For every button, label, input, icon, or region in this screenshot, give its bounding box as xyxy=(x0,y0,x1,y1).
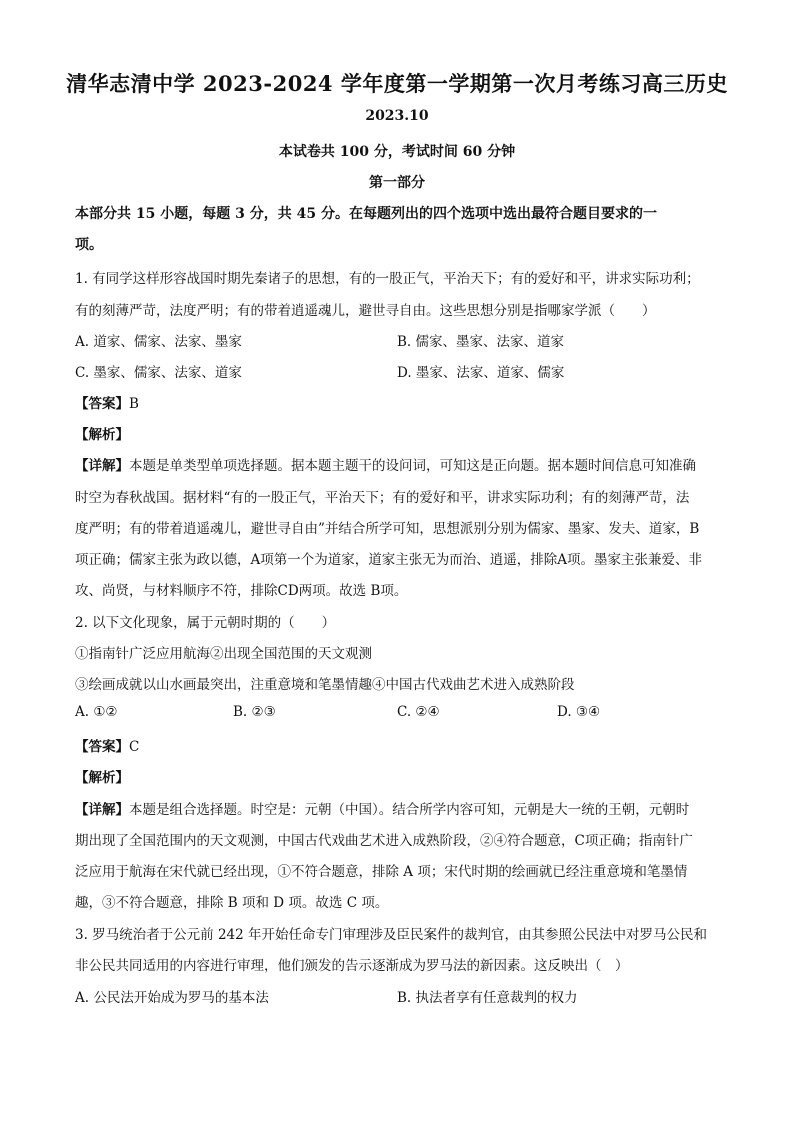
q3-stem-line-1: 3. 罗马统治者于公元前 242 年开始任命专门审理涉及臣民案件的裁判官，由其参照公民法中对罗马公民和 xyxy=(75,927,708,943)
q1-option-c: C. 墨家、儒家、法家、道家 xyxy=(75,365,242,381)
q1-detail-line-1 xyxy=(75,454,725,474)
instruction-line-2: 项。 xyxy=(75,237,103,253)
q2-option-d: D. ③④ xyxy=(557,704,601,720)
q1-detail-line-2: 时空为春秋战国。据材料“有的一股正气，平治天下；有的爱好和平，讲求实际功利；有的刻薄严苛，法 xyxy=(75,490,690,506)
page-title: 清华志清中学 2023-2024 学年度第一学期第一次月考练习高三历史 xyxy=(66,71,728,96)
instruction-line-1: 本部分共 15 小题，每题 3 分，共 45 分。在每题列出的四个选项中选出最符合题目要求的一 xyxy=(75,206,657,222)
answer-tag: 【答案】 xyxy=(75,739,129,755)
exam-info: 本试卷共 100 分，考试时间 60 分钟 xyxy=(278,144,516,160)
answer-value: B xyxy=(129,396,139,412)
q1-answer xyxy=(75,392,725,412)
q2-analysis-tag: 【解析】 xyxy=(75,770,129,786)
detail-tag: 【详解】 xyxy=(75,458,129,474)
q2-items-line-1: ①指南针广泛应用航海②出现全国范围的天文观测 xyxy=(75,646,372,662)
q2-items-line-2: ③绘画成就以山水画最突出，注重意境和笔墨情趣④中国古代戏曲艺术进入成熟阶段 xyxy=(75,677,575,693)
q2-detail-line-1 xyxy=(75,798,725,818)
q3-option-a: A. 公民法开始成为罗马的基本法 xyxy=(75,990,269,1006)
part-heading: 第一部分 xyxy=(369,175,425,191)
q1-analysis-tag: 【解析】 xyxy=(75,427,129,443)
q1-detail-line-5: 攻、尚贤，与材料顺序不符，排除CD两项。故选 B项。 xyxy=(75,583,408,599)
q1-option-d: D. 墨家、法家、道家、儒家 xyxy=(397,365,565,381)
q2-stem: 2. 以下文化现象，属于元朝时期的（ ） xyxy=(75,615,336,631)
q1-detail-line-3: 度严明；有的带着逍遥魂儿，避世寻自由”并结合所学可知，思想派别分别为儒家、墨家、发夫、道家，B xyxy=(75,521,700,537)
detail-text: 本题是组合选择题。时空是：元朝（中国）。结合所学内容可知，元朝是大一统的王朝，元朝时 xyxy=(129,802,690,818)
q3-stem-line-2: 非公民共同适用的内容进行审理，他们颁发的告示逐渐成为罗马法的新因素。这反映出（ ） xyxy=(75,958,629,974)
q2-detail-line-2: 期出现了全国范围内的天文观测，中国古代戏曲艺术进入成熟阶段，②④符合题意，C项正确；指南针广 xyxy=(75,833,693,849)
detail-tag: 【详解】 xyxy=(75,802,129,818)
q1-detail-line-4: 项正确；儒家主张为政以德，A项第一个为道家，道家主张无为而治、逍遥，排除A项。墨家主张兼爱、非 xyxy=(75,552,702,568)
q2-detail-line-3: 泛应用于航海在宋代就已经出现，①不符合题意，排除 A 项；宋代时期的绘画就已经注重意境和笔墨情 xyxy=(75,864,688,880)
q3-option-b: B. 执法者享有任意裁判的权力 xyxy=(397,990,578,1006)
answer-value: C xyxy=(129,739,140,755)
q1-option-b: B. 儒家、墨家、法家、道家 xyxy=(397,334,565,350)
q2-option-b: B. ②③ xyxy=(233,704,276,720)
answer-tag: 【答案】 xyxy=(75,396,129,412)
q1-stem-line-1: 1. 有同学这样形容战国时期先秦诸子的思想，有的一股正气，平治天下；有的爱好和平，讲求实际功利； xyxy=(75,271,700,287)
q2-option-c: C. ②④ xyxy=(397,704,440,720)
q2-detail-line-4: 趣，③不符合题意，排除 B 项和 D 项。故选 C 项。 xyxy=(75,895,389,911)
detail-text: 本题是单类型单项选择题。据本题主题干的设问词，可知这是正向题。据本题时间信息可知准确 xyxy=(129,458,696,474)
q1-option-a: A. 道家、儒家、法家、墨家 xyxy=(75,334,242,350)
exam-date: 2023.10 xyxy=(365,108,429,124)
q2-answer xyxy=(75,735,725,755)
q1-stem-line-2: 有的刻薄严苛，法度严明；有的带着逍遥魂儿，避世寻自由。这些思想分别是指哪家学派（ ） xyxy=(75,303,656,319)
q2-option-a: A. ①② xyxy=(75,704,118,720)
